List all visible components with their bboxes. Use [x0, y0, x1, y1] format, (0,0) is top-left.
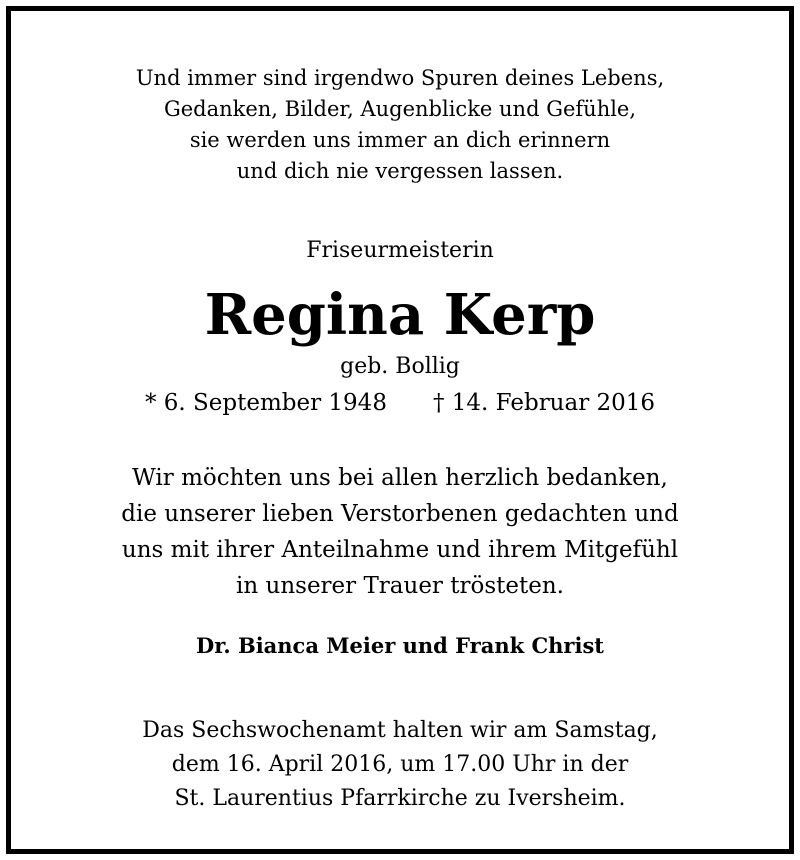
thanks-line: die unserer lieben Verstorbenen gedachten und — [121, 501, 679, 527]
thanks-line: in unserer Trauer trösteten. — [236, 573, 564, 599]
thanks-line: Wir möchten uns bei allen herzlich bedanken, — [132, 465, 668, 491]
poem-line: sie werden uns immer an dich erinnern — [189, 128, 611, 152]
birth-name: geb. Bollig — [340, 354, 460, 379]
memorial-poem — [11, 63, 789, 187]
poem-line: und dich nie vergessen lassen. — [236, 159, 564, 183]
mass-line: dem 16. April 2016, um 17.00 Uhr in der — [171, 752, 629, 777]
poem-line: Und immer sind irgendwo Spuren deines Lebens, — [135, 66, 665, 90]
memorial-mass-info — [11, 714, 789, 816]
thanks-text — [11, 460, 789, 604]
signers: Dr. Bianca Meier und Frank Christ — [195, 633, 604, 658]
profession: Friseurmeisterin — [306, 238, 494, 263]
poem-line: Gedanken, Bilder, Augenblicke und Gefühle, — [163, 97, 637, 121]
deceased-name: Regina Kerp — [204, 282, 596, 348]
birth-date: * 6. September 1948 — [144, 390, 387, 416]
thanks-line: uns mit ihrer Anteilnahme und ihrem Mitgefühl — [121, 537, 679, 563]
death-date: † 14. Februar 2016 — [432, 390, 656, 416]
obituary-notice — [6, 6, 794, 854]
mass-line: Das Sechswochenamt halten wir am Samstag, — [142, 718, 658, 743]
life-dates — [11, 387, 789, 419]
mass-line: St. Laurentius Pfarrkirche zu Iversheim. — [174, 786, 626, 811]
